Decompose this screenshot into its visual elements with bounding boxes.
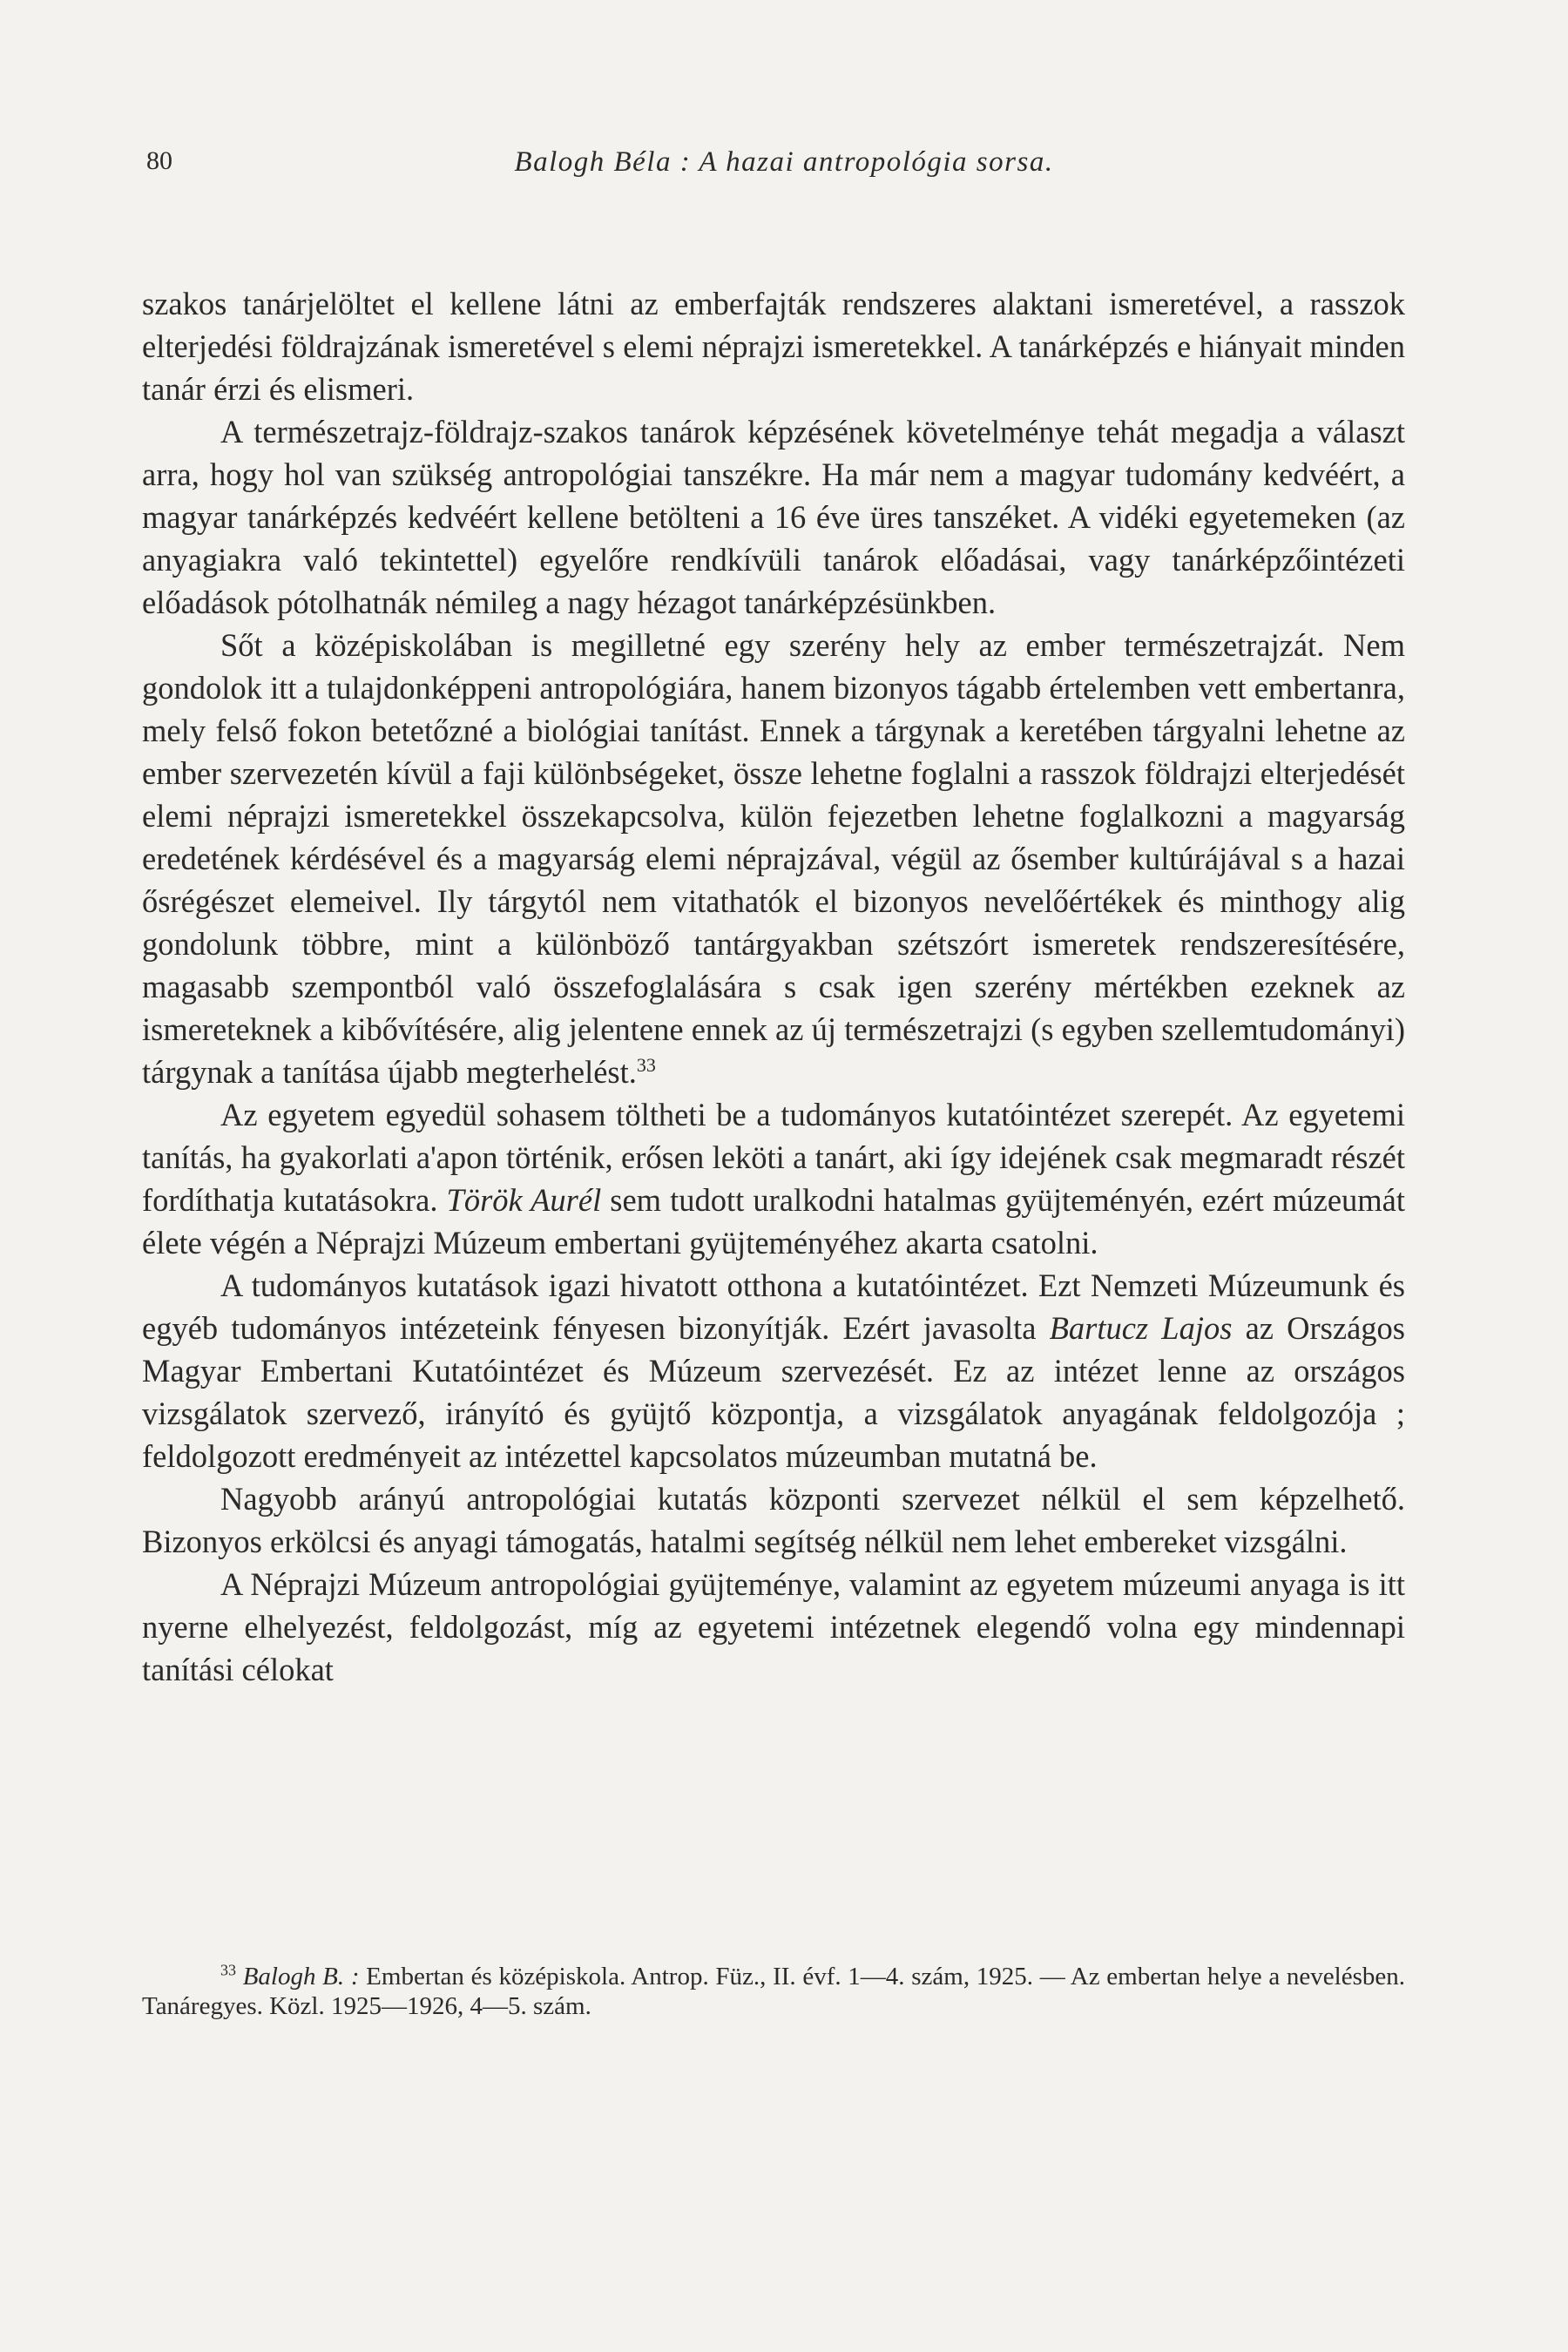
- text-run: Sőt a középiskolában is megilletné egy szerény hely az ember természetrajzát. Nem gondolok itt a tulajdonképpeni antropológiára, hanem bizonyos tágabb értelemben vett embertanra, mely felső fokon betetőzné a biológiai tanítást. Ennek a tárgynak a keretében tárgyalni lehetne az ember szervezetén kívül a faji különbségeket, össze lehetne foglalni a rasszok földrajzi elterjedését elemi néprajzi ismeretekkel összekapcsolva, külön fejezetben lehetne foglalkozni a magyarság eredetének kérdésével és a magyarság elemi néprajzával, végül az ősember kultúrájával s a hazai ősrégészet elemeivel. Ily tárgytól nem vitathatók el bizonyos nevelőértékek és minthogy alig gondolunk többre, mint a különböző tantárgyakban szétszórt ismeretek rendszeresítésére, magasabb szempontból való összefoglalására s csak igen szerény mértékben ezeknek az ismereteknek a kibővítésére, alig jelentene ennek az új természetrajzi (s egyben szellemtudományi) tárgynak a tanítása újabb megterhelést.: [142, 627, 1405, 1090]
- paragraph: [142, 1093, 1405, 1264]
- footnotes: [142, 1962, 1405, 2021]
- text-run: Az egyetem egyedül sohasem töltheti be a tudományos kutatóintézet szerepét. Az egyetemi tanítás, ha gyakorlati a'apon történik, erősen leköti a tanárt, aki így idejének csak megmaradt részét fordíthatja kutatásokra.: [142, 1097, 1405, 1218]
- text-run: A Néprajzi Múzeum antropológiai gyüjteménye, valamint az egyetem múzeumi anyaga is itt nyerne elhelyezést, feldolgozást, míg az egyetemi intézetnek elegendő volna egy mindennapi tanítási célokat: [142, 1566, 1405, 1687]
- text-run: [236, 1963, 243, 1990]
- footnote: [142, 1962, 1405, 2021]
- footnote-number: 33: [220, 1961, 236, 1979]
- paragraph: [142, 1563, 1405, 1691]
- text-run: Embertan és középiskola. Antrop. Füz., II. évf. 1—4. szám, 1925. — Az embertan helye a nevelésben. Tanáregyes. Közl. 1925—1926, 4—5. szám.: [142, 1963, 1405, 2020]
- paragraph: [142, 282, 1405, 410]
- text-run: Nagyobb arányú antropológiai kutatás központi szervezet nélkül el sem képzelhető. Bizonyos erkölcsi és anyagi támogatás, hatalmi segítség nélkül nem lehet embereket vizsgálni.: [142, 1481, 1405, 1559]
- paragraph: [142, 624, 1405, 1093]
- text-run: sem tudott uralkodni hatalmas gyüjteményén, ezért múzeumát élete végén a Néprajzi Múzeum embertani gyüjteményéhez akarta csatolni.: [142, 1182, 1406, 1260]
- page-header: [146, 146, 1422, 190]
- text-run: az Országos Magyar Embertani Kutatóintézet és Múzeum szervezését. Ez az intézet lenne az országos vizsgálatok szervező, irányító és gyüjtő központja, a vizsgálatok anyagának feldolgozója ; feldolgozott eredményeit az intézettel kapcsolatos múzeumban mutatná be.: [142, 1310, 1405, 1474]
- italic-name: Bartucz Lajos: [1049, 1310, 1233, 1346]
- page-number: 80: [146, 146, 172, 175]
- paragraph: [142, 410, 1405, 624]
- italic-name: Balogh B. :: [242, 1963, 360, 1990]
- text-run: A tudományos kutatások igazi hivatott otthona a kutatóintézet. Ezt Nemzeti Múzeumunk és egyéb tudományos intézeteink fényesen bizonyítják. Ezért javasolta: [142, 1267, 1405, 1346]
- text-run: szakos tanárjelöltet el kellene látni az emberfajták rendszeres alaktani ismeretével, a rasszok elterjedési földrajzának ismeretével s elemi néprajzi ismeretekkel. A tanárképzés e hiányait minden tanár érzi és elismeri.: [142, 286, 1405, 407]
- paragraph: [142, 1477, 1405, 1563]
- paragraph: [142, 1264, 1405, 1477]
- body-text: [142, 282, 1405, 1691]
- footnote-reference: 33: [636, 1053, 656, 1076]
- text-run: A természetrajz-földrajz-szakos tanárok képzésének követelménye tehát megadja a választ arra, hogy hol van szükség antropológiai tanszékre. Ha már nem a magyar tudomány kedvéért, a magyar tanárképzés kedvéért kellene betölteni a 16 éve üres tanszéket. A vidéki egyetemeken (az anyagiakra való tekintettel) egyelőre rendkívüli tanárok előadásai, vagy tanárképzőintézeti előadások pótolhatnák némileg a nagy hézagot tanárképzésünkben.: [142, 414, 1405, 620]
- italic-name: Török Aurél: [446, 1182, 602, 1218]
- running-title: Balogh Béla : A hazai antropológia sorsa.: [514, 146, 1054, 178]
